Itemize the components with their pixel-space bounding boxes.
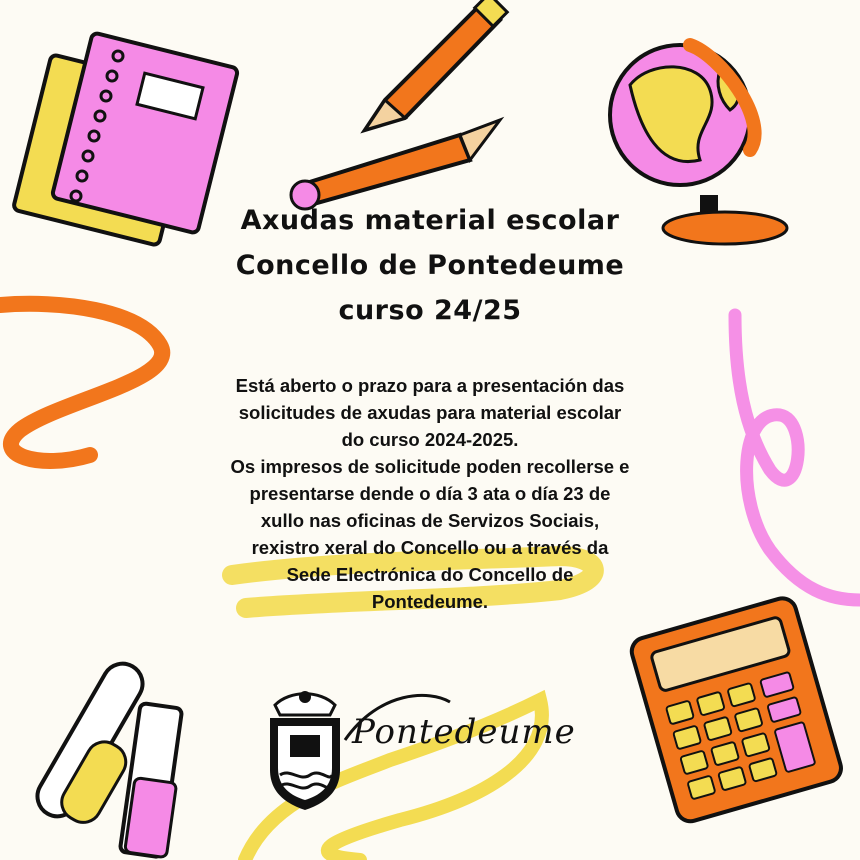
body-line: Os impresos de solicitude poden recollerse e	[230, 456, 630, 477]
body-line: solicitudes de axudas para material escolar	[238, 402, 622, 423]
coat-of-arms-icon	[270, 691, 340, 810]
body-line: Pontedeume.	[371, 591, 489, 612]
test-tube-icon	[30, 656, 182, 857]
body-line: presentarse dende o día 3 ata o día 23 de	[249, 483, 611, 504]
body-line: xullo nas oficinas de Servizos Sociais,	[260, 510, 600, 531]
announcement-text	[150, 372, 710, 615]
title-line-1: Axudas material escolar	[240, 205, 620, 236]
pencil-icon	[291, 120, 500, 209]
body-line: Sede Electrónica do Concello de	[286, 564, 574, 585]
poster-title	[0, 198, 860, 333]
pencil-icon	[365, 0, 507, 130]
pink-loop	[735, 315, 860, 600]
body-line: do curso 2024-2025.	[341, 429, 519, 450]
title-line-2: Concello de Pontedeume	[235, 250, 625, 281]
body-line: Está aberto o prazo para a presentación das	[235, 375, 625, 396]
logo-wordmark: Pontedeume	[352, 712, 576, 752]
title-line-3: curso 24/25	[338, 295, 522, 326]
calculator-icon	[628, 595, 844, 824]
body-line: rexistro xeral do Concello ou a través da	[251, 537, 609, 558]
